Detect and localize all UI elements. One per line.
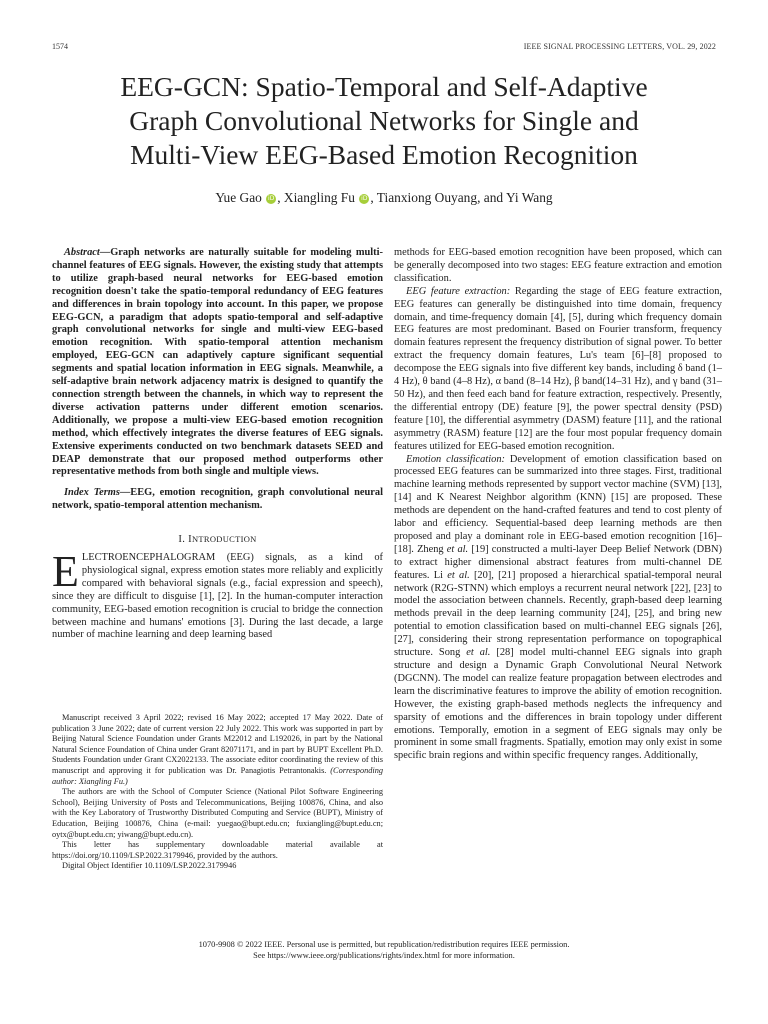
index-terms-text: —EEG, emotion recognition, graph convolutional neural network, spatio-temporal attention mechanism.: [52, 487, 383, 512]
body-paragraph-emotion-classification: Emotion classification: Development of emotion classification based on processed EEG features can be summarized into three stages. First, traditional machine learning methods represented by support vector machine (SVM) [13], [14] and K Nearest Neighbor algorithm (KNN) [15] are proposed. These methods are dependent on the hand-crafted features and tend to cost plenty of labor and efficiency. Sequential-based deep learning methods are then proposed and play a dominant role in EEG-based emotion recognition [16]–[18]. Zheng et al. [19] constructed a multi-layer Deep Belief Network (DBN) to extract higher dimensional abstract features from multi-channel DE features. Li et al. [20], [21] proposed a hierarchical spatial-temporal neural network (R2G-STNN) which employs a recurrent neural network [22], [23] to model the association between channels. Recently, graph-based deep learning methods prevail in the deep learning community [24], [25], and bring new potential to emotion classification based on multi-channel EEG signals [26], [27], considering their strong representation performance on topographical structure. Song et al. [28] model multi-channel EEG signals into graph structure and design a Dynamic Graph Convolutional Neural Network (DGCNN). The model can realize feature propagation between electrodes and learn the discriminative features to improve the ability of emotion recognition. However, the existing graph-based methods neglects the infrequency and sparsity of emotions and the differences in brain topology under different emotions. Temporally, emotion in a segment of EEG signals may only be prominent in some small fragments. Spatially, emotion may only exist in some specific brain regions and within specific frequency ranges. Additionally,: [394, 453, 723, 762]
abstract-text: —Graph networks are naturally suitable for modeling multi-channel features of EEG signals. However, the existing study that attempts to utilize graph-based neural networks for EEG-based emotion recognition doesn't take the spatio-temporal redundancy of EEG features and differences in brain topology into account. In this paper, we propose EEG-GCN, a paradigm that adopts spatio-temporal and self-adaptive graph convolutional networks for single and multi-view EEG-based emotion recognition. With spatio-temporal attention mechanism employed, EEG-GCN can adaptively capture significant sequential segments and spatial location information in EEG signals. Meanwhile, a self-adaptive brain network adjacency matrix is designed to quantify the connection strength between the channels, in which way to represent the diverse activation patterns under different emotion scenarios. Additionally, we propose a multi-view EEG-based emotion recognition method, which effectively integrates the diverse features of EEG signals. Extensive experiments conducted on two benchmark datasets SEED and DEAP demonstrate that our proposed method outperforms other representative methods from both single and multiple views.: [52, 247, 383, 478]
rights-link-line: See https://www.ieee.org/publications/rights/index.html for more information.: [253, 951, 515, 960]
orcid-icon[interactable]: iD: [268, 195, 275, 202]
index-terms: [52, 487, 383, 513]
abstract: [52, 247, 383, 479]
body-paragraph: methods for EEG-based emotion recognition have been proposed, which can be generally decomposed into two stages: EEG feature extraction and emotion classification.: [394, 247, 722, 284]
body-paragraph-feature-extraction: EEG feature extraction: Regarding the stage of EEG feature extraction, EEG features can generally be distinguished into time domain, frequency domain, and time-frequency domain [4], [5], during which frequency domain EEG features are most predominant. Based on Fourier transform, frequency domain features represent the frequency distribution of signal power. To better extract the frequency domain features, Lu's team [6]–[8] proposed to decompose the EEG signals into five different key bands, including δ band (1–4 Hz), θ band (4–8 Hz), α band (8–14 Hz), β band(14–31 Hz), and γ band (31–50 Hz), and then feed each band for feature extraction, respectively. Presently, the differential entropy (DE) feature [9], the power spectral density (PSD) feature [10], the differential asymmetry (DASM) feature [11], and the rational asymmetry (RASM) feature [12] are the four most popular frequency domain features utilized for EEG-based emotion recognition.: [394, 285, 722, 452]
copyright-line: 1070-9908 © 2022 IEEE. Personal use is permitted, but republication/redistribution requires IEEE permission.: [198, 940, 570, 949]
title-line-3: Multi-View EEG-Based Emotion Recognition: [130, 139, 638, 170]
index-terms-label: Index Terms: [64, 487, 120, 499]
footnote-manuscript: Manuscript received 3 April 2022; revised 16 May 2022; accepted 17 May 2022. Date of publication 3 June 2022; date of current version 22 July 2022. This work was supported in part by Beijing Natural Science Foundation under Grants M22012 and L192026, in part by the National Natural Science Foundation of China under Grant 82071171, and in part by BUPT Excellent Ph.D. Students Foundation under Grant CX2022133. The associate editor coordinating the review of this manuscript and approving it for publication was Dr. Panagiotis Petrantonakis. (Corresponding author: Xiangling Fu.): [52, 713, 383, 786]
section-heading-introduction: I. INTRODUCTION: [178, 534, 257, 546]
footnote-doi: Digital Object Identifier 10.1109/LSP.2022.3179946: [62, 861, 237, 871]
right-column: [394, 247, 722, 763]
orcid-icon[interactable]: iD: [361, 195, 368, 202]
paper-title: [40, 70, 728, 172]
author-xiangling-fu: Xiangling Fu: [283, 190, 355, 205]
copyright-footer: [40, 939, 728, 961]
title-line-1: EEG-GCN: Spatio-Temporal and Self-Adaptive: [120, 71, 648, 102]
left-column: [52, 247, 383, 642]
footnote-supplementary: This letter has supplementary downloadable material available at https://doi.org/10.1109/LSP.2022.3179946, provided by the authors.: [52, 840, 383, 860]
intro-paragraph: ELECTROENCEPHALOGRAM (EEG) signals, as a kind of physiological signal, express emotion states more reliably and explicitly compared with behavioral signals (e.g., facial expression and speech), since they are difficult to disguise [1], [2]. In the human-computer interaction community, EEG-based emotion recognition is crucial to bridge the connection between machine and humans' emotions [3]. During the last decade, a large number of machine learning and deep learning based: [52, 547, 383, 641]
running-header: [52, 42, 716, 54]
footnote-affiliation: The authors are with the School of Computer Science (National Pilot Software Engineering School), Beijing University of Posts and Telecommunications, Beijing 100876, China, and also with the Key Laboratory of Trustworthy Distributed Computing and Service (BUPT), Ministry of Education, Beijing 100876, China (e-mail: yuegao@bupt.edu.cn; fuxiangling@bupt.edu.cn; oytx@bupt.edu.cn; yiwang@bupt.edu.cn).: [52, 787, 383, 839]
authors-rest: , Tianxiong Ouyang, and Yi Wang: [370, 190, 553, 205]
author-list: Yue Gao iD , Xiangling Fu iD , Tianxiong Ouyang, and Yi Wang: [215, 190, 553, 205]
page-number: 1574: [52, 42, 68, 51]
journal-name: IEEE SIGNAL PROCESSING LETTERS, VOL. 29, 2022: [523, 42, 716, 51]
footnotes: [52, 713, 383, 872]
title-line-2: Graph Convolutional Networks for Single and: [129, 105, 639, 136]
author-yue-gao: Yue Gao: [215, 190, 262, 205]
abstract-label: Abstract: [64, 247, 100, 258]
drop-cap: E: [52, 547, 79, 597]
